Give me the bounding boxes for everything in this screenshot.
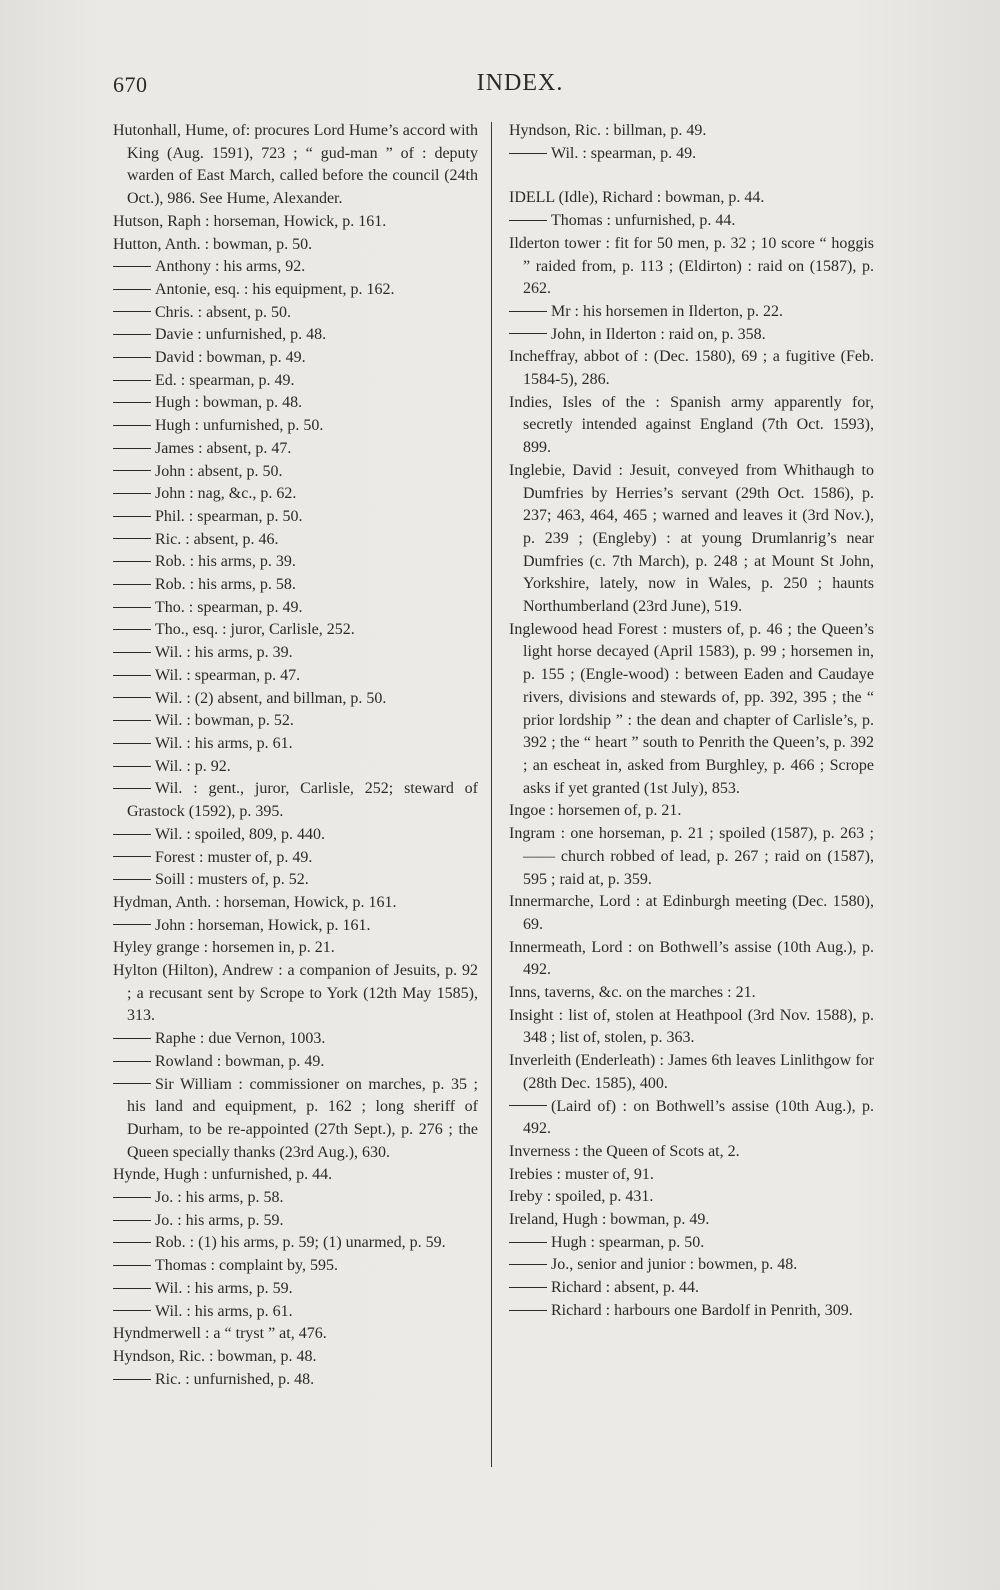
entry-text: Wil. : spearman, p. 49. [551, 144, 697, 162]
ditto-dash [113, 334, 151, 335]
entry-text: Ed. : spearman, p. 49. [155, 371, 295, 389]
index-subentry [113, 847, 478, 870]
entry-text: Wil. : gent., juror, Carlisle, 252; steward of Grastock (1592), p. 395. [127, 780, 478, 821]
index-entry [113, 1323, 478, 1346]
ditto-dash [113, 425, 151, 426]
index-subentry [113, 619, 478, 642]
ditto-dash [113, 697, 151, 698]
entry-text: Rowland : bowman, p. 49. [155, 1052, 325, 1070]
entry-text: Wil. : his arms, p. 39. [155, 644, 293, 662]
index-entry [509, 187, 874, 210]
entry-text: Hyley grange : horsemen in, p. 21. [113, 939, 335, 957]
entry-text: Hylton (Hilton), Andrew : a companion of Jesuits, p. 92 ; a recusant sent by Scrope to York (12th May 1585), 313. [113, 962, 478, 1025]
entry-text: Inverleith (Enderleath) : James 6th leaves Linlithgow for (28th Dec. 1585), 400. [509, 1052, 874, 1092]
left-column [113, 120, 478, 1391]
index-subentry [113, 1187, 478, 1210]
index-subentry [113, 1210, 478, 1233]
entry-text: David : bowman, p. 49. [155, 349, 306, 367]
ditto-dash [509, 1242, 547, 1243]
entry-text: IDELL (Idle), Richard : bowman, p. 44. [509, 189, 765, 207]
entry-text: Mr : his horsemen in Ilderton, p. 22. [551, 302, 783, 320]
entry-text: Innermeath, Lord : on Bothwell’s assise (10th Aug.), p. 492. [509, 938, 874, 979]
index-entry [113, 1346, 478, 1369]
entry-text: Chris. : absent, p. 50. [155, 303, 291, 321]
index-entry [509, 460, 874, 619]
ditto-dash [509, 153, 547, 154]
ditto-dash [113, 924, 151, 925]
entry-text: Wil. : (2) absent, and billman, p. 50. [155, 689, 387, 707]
index-subentry [113, 1051, 478, 1074]
ditto-dash [113, 516, 151, 517]
ditto-dash [113, 743, 151, 744]
index-subentry [509, 143, 874, 166]
entry-text: Ric. : unfurnished, p. 48. [155, 1370, 315, 1388]
entry-text: Anthony : his arms, 92. [155, 258, 306, 276]
index-subentry [113, 302, 478, 325]
ditto-dash [113, 1083, 151, 1084]
index-entry [509, 1050, 874, 1095]
entry-text: Hutson, Raph : horseman, Howick, p. 161. [113, 212, 387, 230]
index-subentry [509, 1254, 874, 1277]
entry-text: John : nag, &c., p. 62. [155, 485, 297, 503]
index-subentry [113, 915, 478, 938]
index-entry [509, 1186, 874, 1209]
index-subentry [113, 778, 478, 823]
entry-text: Wil. : p. 92. [155, 757, 231, 775]
entry-text: John, in Ilderton : raid on, p. 358. [551, 325, 766, 343]
entry-text: Wil. : his arms, p. 61. [155, 1302, 293, 1320]
index-subentry [509, 301, 874, 324]
entry-text: (Laird of) : on Bothwell’s assise (10th Aug.), p. 492. [523, 1097, 874, 1138]
entry-text: John : horseman, Howick, p. 161. [155, 916, 371, 934]
index-subentry [509, 1300, 874, 1323]
ditto-dash [509, 220, 547, 221]
entry-text: Wil. : his arms, p. 59. [155, 1279, 293, 1297]
index-entry [113, 960, 478, 1028]
right-column [509, 120, 874, 1323]
ditto-dash [509, 333, 547, 334]
index-subentry [509, 1096, 874, 1141]
index-subentry [113, 824, 478, 847]
ditto-dash [113, 357, 151, 358]
ditto-dash [113, 1061, 151, 1062]
entry-text: Davie : unfurnished, p. 48. [155, 326, 327, 344]
entry-text: Inglewood head Forest : musters of, p. 46 ; the Queen’s light horse decayed (April 1583), p. 99 ; horsemen in, p. 155 ; (Engle-wood) : between Eaden and Caudaye rivers, divisions and stewards of, pp. 392, 395 ; the “ prior lordship ” : the dean and chapter of Carlisle’s, p. 392 ; the “ heart ” south to Penrith the Queen’s, p. 392 ; an escheat in, asked from Burghley, p. 466 ; Scrope asks if yet granted (1st July), 853. [509, 620, 874, 797]
entry-text: Wil. : spoiled, 809, p. 440. [155, 825, 326, 843]
ditto-dash [113, 766, 151, 767]
index-subentry [113, 324, 478, 347]
ditto-dash [113, 856, 151, 857]
ditto-dash [113, 1310, 151, 1311]
entry-text: Hugh : unfurnished, p. 50. [155, 417, 324, 435]
ditto-dash [113, 266, 151, 267]
index-entry [509, 1141, 874, 1164]
ditto-dash [113, 1288, 151, 1289]
entry-text: Tho. : spearman, p. 49. [155, 598, 303, 616]
ditto-dash [113, 1038, 151, 1039]
ditto-dash [113, 652, 151, 653]
index-subentry [113, 438, 478, 461]
ditto-dash [113, 561, 151, 562]
ditto-dash [113, 448, 151, 449]
ditto-dash [113, 1197, 151, 1198]
index-subentry [113, 642, 478, 665]
index-entry [113, 937, 478, 960]
ditto-dash [113, 470, 151, 471]
entry-text: Ric. : absent, p. 46. [155, 530, 279, 548]
entry-text: Hyndson, Ric. : billman, p. 49. [509, 122, 707, 139]
index-subentry [113, 710, 478, 733]
index-subentry [113, 756, 478, 779]
index-subentry [113, 529, 478, 552]
ditto-dash [509, 1287, 547, 1288]
index-subentry [113, 1278, 478, 1301]
entry-text: Ireland, Hugh : bowman, p. 49. [509, 1211, 710, 1229]
index-entry [509, 346, 874, 391]
entry-text: Insight : list of, stolen at Heathpool (3rd Nov. 1588), p. 348 ; list of, stolen, p. 363. [509, 1006, 874, 1047]
entry-text: Jo., senior and junior : bowmen, p. 48. [551, 1256, 798, 1274]
entry-text: Jo. : his arms, p. 58. [155, 1189, 284, 1207]
entry-text: Ingoe : horsemen of, p. 21. [509, 802, 682, 820]
index-entry [509, 619, 874, 801]
index-subentry [509, 1232, 874, 1255]
ditto-dash [113, 720, 151, 721]
entry-text: John : absent, p. 50. [155, 462, 283, 480]
ditto-dash [113, 879, 151, 880]
ditto-dash [509, 1310, 547, 1311]
entry-text: Richard : absent, p. 44. [551, 1279, 699, 1297]
entry-text: Thomas : complaint by, 595. [155, 1257, 338, 1275]
index-subentry [113, 551, 478, 574]
index-entry [509, 823, 874, 891]
ditto-dash [113, 1220, 151, 1221]
ditto-dash [509, 1264, 547, 1265]
index-subentry [113, 506, 478, 529]
index-entry [113, 1164, 478, 1187]
ditto-dash [113, 788, 151, 789]
index-entry [509, 982, 874, 1005]
ditto-dash [113, 1379, 151, 1380]
ditto-dash [113, 584, 151, 585]
ditto-dash [113, 1265, 151, 1266]
index-subentry [113, 869, 478, 892]
entry-text: Thomas : unfurnished, p. 44. [551, 212, 736, 230]
ditto-dash [113, 311, 151, 312]
index-subentry [113, 597, 478, 620]
entry-text: Raphe : due Vernon, 1003. [155, 1030, 326, 1048]
entry-text: Soill : musters of, p. 52. [155, 871, 309, 889]
index-subentry [113, 392, 478, 415]
entry-text: Hydman, Anth. : horseman, Howick, p. 161. [113, 893, 397, 911]
entry-text: Innermarche, Lord : at Edinburgh meeting (Dec. 1580), 69. [509, 893, 874, 933]
entry-text: Forest : muster of, p. 49. [155, 848, 313, 866]
ditto-dash [113, 402, 151, 403]
index-entry [509, 937, 874, 982]
entry-text: Hutton, Anth. : bowman, p. 50. [113, 235, 313, 253]
index-entry [113, 234, 478, 257]
entry-text: Wil. : spearman, p. 47. [155, 666, 301, 684]
entry-text: Rob. : his arms, p. 39. [155, 553, 296, 571]
entry-text: Rob. : his arms, p. 58. [155, 576, 296, 594]
page-number: 670 [113, 72, 148, 97]
entry-text: Indies, Isles of the : Spanish army apparently for, secretly intended against England (7th Oct. 1593), 899. [509, 393, 874, 457]
column-divider [491, 122, 492, 1467]
ditto-dash [509, 1105, 547, 1106]
entry-text: Inglebie, David : Jesuit, conveyed from Whithaugh to Dumfries by Herries’s servant (29th Oct. 1586), p. 237; 463, 464, 465 ; warned and leaves it (3rd Nov.), p. 239 ; (Engleby) : at young Drumlanrig’s near Dumfries (c. 7th March), p. 248 ; at Mount St John, Yorkshire, lately, now in Wales, p. 250 ; haunts Northumberland (23rd June), 519. [509, 461, 874, 616]
entry-text: Richard : harbours one Bardolf in Penrith, 309. [551, 1301, 853, 1319]
entry-text: Jo. : his arms, p. 59. [155, 1211, 284, 1229]
ditto-dash [509, 311, 547, 312]
index-subentry [113, 1255, 478, 1278]
entry-text: Hyndson, Ric. : bowman, p. 48. [113, 1347, 317, 1365]
ditto-dash [113, 629, 151, 630]
entry-text: Phil. : spearman, p. 50. [155, 507, 303, 525]
ditto-dash [113, 675, 151, 676]
entry-text: Antonie, esq. : his equipment, p. 162. [155, 280, 395, 298]
ditto-dash [113, 289, 151, 290]
index-subentry [113, 483, 478, 506]
entry-text: Hugh : spearman, p. 50. [551, 1233, 705, 1251]
index-subentry [113, 574, 478, 597]
index-entry [113, 892, 478, 915]
index-entry [509, 392, 874, 460]
index-subentry [509, 210, 874, 233]
ditto-dash [113, 607, 151, 608]
index-subentry [113, 1232, 478, 1255]
index-subentry [113, 370, 478, 393]
page-title: INDEX. [476, 70, 564, 96]
entry-text: Rob. : (1) his arms, p. 59; (1) unarmed, p. 59. [155, 1234, 446, 1252]
index-subentry [113, 415, 478, 438]
index-entry [113, 120, 478, 211]
index-entry [509, 1005, 874, 1050]
entry-text: Ingram : one horseman, p. 21 ; spoiled (1587), p. 263 ; —— church robbed of lead, p. 267 ; raid on (1587), 595 ; raid at, p. 359. [509, 825, 874, 888]
index-subentry [509, 1277, 874, 1300]
ditto-dash [113, 834, 151, 835]
entry-text: Wil. : his arms, p. 61. [155, 734, 293, 752]
entry-text: Tho., esq. : juror, Carlisle, 252. [155, 621, 355, 639]
entry-text: Ilderton tower : fit for 50 men, p. 32 ; 10 score “ hoggis ” raided from, p. 113 ; (Eldirton) : raid on (1587), p. 262. [509, 234, 874, 298]
ditto-dash [113, 1242, 151, 1243]
index-entry [509, 1164, 874, 1187]
entry-text: Incheffray, abbot of : (Dec. 1580), 69 ; a fugitive (Feb. 1584-5), 286. [509, 348, 874, 389]
index-subentry [113, 1028, 478, 1051]
entry-text: James : absent, p. 47. [155, 439, 292, 457]
index-entry [509, 233, 874, 301]
entry-text: Irebies : muster of, 91. [509, 1165, 654, 1183]
ditto-dash [113, 538, 151, 539]
entry-text: Hugh : bowman, p. 48. [155, 394, 303, 412]
index-subentry [113, 347, 478, 370]
index-subentry [113, 256, 478, 279]
index-subentry [113, 688, 478, 711]
entry-text: Wil. : bowman, p. 52. [155, 712, 294, 730]
entry-text: Hutonhall, Hume, of: procures Lord Hume’s accord with King (Aug. 1591), 723 ; “ gud-man ” of : deputy warden of East March, called before the council (24th Oct.), 986. See Hume, Alexander. [113, 122, 478, 208]
index-subentry [113, 461, 478, 484]
ditto-dash [113, 493, 151, 494]
entry-text: Inns, taverns, &c. on the marches : 21. [509, 984, 756, 1002]
index-subentry [113, 279, 478, 302]
index-subentry [509, 324, 874, 347]
entry-text: Hynde, Hugh : unfurnished, p. 44. [113, 1166, 333, 1184]
index-subentry [113, 1369, 478, 1392]
index-entry [509, 1209, 874, 1232]
index-entry [509, 891, 874, 936]
ditto-dash [113, 380, 151, 381]
index-subentry [113, 1301, 478, 1324]
entry-text: Inverness : the Queen of Scots at, 2. [509, 1142, 740, 1160]
entry-text: Ireby : spoiled, p. 431. [509, 1188, 654, 1206]
index-entry [113, 211, 478, 234]
entry-text: Sir William : commissioner on marches, p. 35 ; his land and equipment, p. 162 ; long sheriff of Durham, to be re-appointed (27th Sept.), p. 276 ; the Queen specially thanks (23rd Aug.), 630. [127, 1075, 478, 1161]
index-entry [509, 120, 874, 143]
index-subentry [113, 665, 478, 688]
index-subentry [113, 733, 478, 756]
index-subentry [113, 1074, 478, 1165]
index-entry [509, 800, 874, 823]
entry-text: Hyndmerwell : a “ tryst ” at, 476. [113, 1325, 327, 1343]
